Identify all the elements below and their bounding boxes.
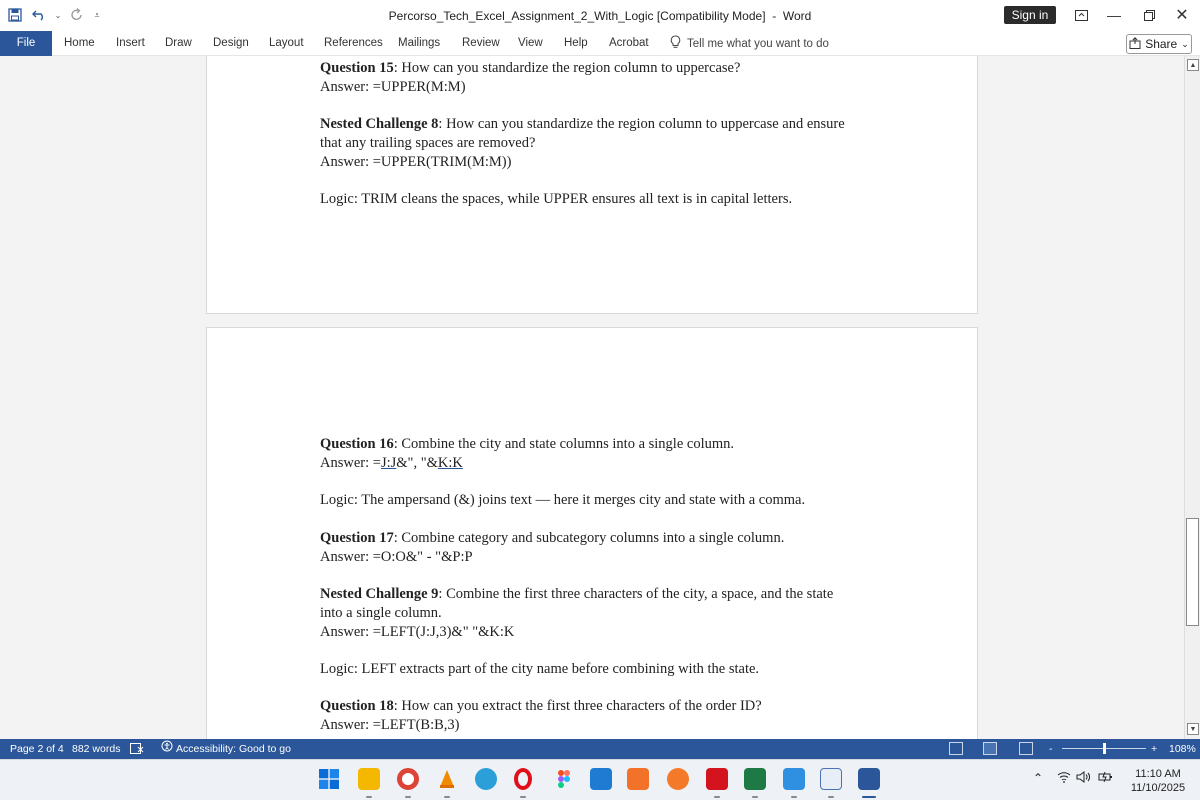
running-indicator <box>520 796 526 798</box>
edge-icon[interactable] <box>475 768 497 790</box>
zoom-out-button[interactable]: - <box>1049 743 1053 755</box>
customize-toolbar-icon[interactable]: ⩡ <box>94 9 100 20</box>
share-icon <box>1129 37 1141 52</box>
challenge-text: : How can you standardize the region column to uppercase and ensure <box>438 116 845 132</box>
tab-review[interactable]: Review <box>462 37 500 49</box>
tell-me-search[interactable] <box>670 31 829 56</box>
tab-home[interactable]: Home <box>64 37 95 49</box>
close-icon[interactable]: ✕ <box>1175 7 1189 24</box>
running-indicator <box>828 796 834 798</box>
web-layout-icon[interactable] <box>1019 742 1033 755</box>
question-16[interactable] <box>320 436 734 453</box>
chevron-down-icon: ⌄ <box>1181 38 1189 49</box>
answer-15[interactable]: Answer: =UPPER(M:M) <box>320 79 466 95</box>
document-name: Percorso_Tech_Excel_Assignment_2_With_Logic [Compatibility Mode] <box>388 9 766 23</box>
challenge-text-continued[interactable]: into a single column. <box>320 605 442 621</box>
tab-design[interactable]: Design <box>213 37 249 49</box>
question-label: Question 16 <box>320 436 394 452</box>
lightbulb-icon <box>670 35 681 52</box>
acrobat-icon[interactable] <box>706 768 728 790</box>
question-text: : How can you extract the first three characters of the order ID? <box>393 698 762 714</box>
chrome-icon[interactable] <box>397 768 419 790</box>
tab-file[interactable]: File <box>0 31 52 56</box>
scroll-up-icon[interactable]: ▲ <box>1187 59 1199 71</box>
app-name: Word <box>782 9 812 23</box>
question-text: : How can you standardize the region column to uppercase? <box>393 60 741 76</box>
volume-icon[interactable] <box>1076 771 1092 786</box>
answer-middle: &", "& <box>396 455 438 471</box>
tab-help[interactable]: Help <box>564 37 588 49</box>
challenge-text-continued[interactable]: that any trailing spaces are removed? <box>320 135 536 151</box>
vscode-icon[interactable] <box>590 768 612 790</box>
zoom-level[interactable]: 108% <box>1169 743 1196 755</box>
zoom-slider-thumb[interactable] <box>1103 743 1106 754</box>
challenge-label: Nested Challenge 9 <box>320 586 439 602</box>
logic-text[interactable]: Logic: The ampersand (&) joins text — here it merges city and state with a comma. <box>320 492 806 508</box>
running-indicator <box>366 796 372 798</box>
title-separator: - <box>772 9 777 23</box>
answer-nc9[interactable]: Answer: =LEFT(J:J,3)&" "&K:K <box>320 624 515 640</box>
wifi-icon[interactable] <box>1057 771 1071 786</box>
question-18[interactable] <box>320 698 762 715</box>
paint-icon[interactable] <box>783 768 805 790</box>
question-text: : Combine the city and state columns into a single column. <box>393 436 735 452</box>
taskbar <box>0 759 1200 800</box>
clock[interactable] <box>1122 767 1194 795</box>
page-count[interactable]: Page 2 of 4 <box>10 743 64 755</box>
question-label: Question 17 <box>320 530 394 546</box>
range-reference: K:K <box>437 455 463 471</box>
share-label: Share <box>1145 37 1178 51</box>
scrollbar-thumb[interactable] <box>1186 518 1199 626</box>
tab-draw[interactable]: Draw <box>165 37 192 49</box>
vlc-icon[interactable] <box>436 768 458 790</box>
battery-icon[interactable] <box>1098 771 1114 786</box>
scroll-down-icon[interactable]: ▼ <box>1187 723 1199 735</box>
tab-acrobat[interactable]: Acrobat <box>609 37 649 49</box>
word-icon[interactable] <box>858 768 880 790</box>
xampp-icon[interactable] <box>627 768 649 790</box>
accessibility-icon <box>161 739 173 759</box>
running-indicator <box>752 796 758 798</box>
accessibility-label: Accessibility: Good to go <box>176 743 291 755</box>
tab-mailings[interactable]: Mailings <box>398 37 441 49</box>
restore-icon[interactable] <box>1137 4 1161 26</box>
title-bar <box>0 0 1200 31</box>
tab-layout[interactable]: Layout <box>269 37 304 49</box>
answer-18[interactable]: Answer: =LEFT(B:B,3) <box>320 717 460 733</box>
nested-challenge-9[interactable] <box>320 586 833 603</box>
question-text: : Combine category and subcategory columns into a single column. <box>393 530 785 546</box>
print-layout-icon[interactable] <box>983 742 997 755</box>
zoom-in-button[interactable]: + <box>1151 743 1158 755</box>
start-icon[interactable] <box>318 768 340 790</box>
document-canvas[interactable] <box>0 56 1184 739</box>
answer-16[interactable] <box>320 455 463 472</box>
logic-text[interactable]: Logic: TRIM cleans the spaces, while UPPER ensures all text is in capital letters. <box>320 191 793 207</box>
undo-dropdown-chevron-icon[interactable]: ⌄ <box>54 10 62 20</box>
sign-in-button[interactable]: Sign in <box>1004 6 1056 24</box>
answer-nc8[interactable]: Answer: =UPPER(TRIM(M:M)) <box>320 154 512 170</box>
tab-references[interactable]: References <box>324 37 383 49</box>
clock-time: 11:10 AM <box>1135 768 1181 780</box>
excel-icon[interactable] <box>744 768 766 790</box>
running-indicator <box>444 796 450 798</box>
clock-date: 11/10/2025 <box>1130 782 1186 794</box>
figma-icon[interactable] <box>553 768 575 790</box>
challenge-label: Nested Challenge 8 <box>320 116 439 132</box>
running-indicator <box>714 796 720 798</box>
question-label: Question 18 <box>320 698 394 714</box>
tell-me-label: Tell me what you want to do <box>687 37 829 50</box>
logic-text[interactable]: Logic: LEFT extracts part of the city name before combining with the state. <box>320 661 760 677</box>
tab-insert[interactable]: Insert <box>116 37 145 49</box>
question-label: Question 15 <box>320 60 394 76</box>
vertical-scrollbar[interactable] <box>1184 56 1200 739</box>
status-bar <box>0 739 1200 759</box>
question-17[interactable] <box>320 530 784 547</box>
nested-challenge-8[interactable] <box>320 116 845 133</box>
postman-icon[interactable] <box>667 768 689 790</box>
answer-17[interactable]: Answer: =O:O&" - "&P:P <box>320 549 473 565</box>
share-button[interactable] <box>1126 34 1192 54</box>
challenge-text: : Combine the first three characters of the city, a space, and the state <box>438 586 834 602</box>
word-count[interactable]: 882 words <box>72 743 121 755</box>
running-indicator <box>405 796 411 798</box>
running-indicator <box>791 796 797 798</box>
tab-view[interactable]: View <box>518 37 543 49</box>
chevron-up-icon[interactable]: ⌃ <box>1033 771 1044 785</box>
file-explorer-icon[interactable] <box>358 768 380 790</box>
opera-icon[interactable] <box>514 768 532 790</box>
read-mode-icon[interactable] <box>949 742 963 755</box>
ribbon-tabs <box>0 31 1200 56</box>
accessibility-status[interactable] <box>161 739 291 759</box>
minimize-icon[interactable]: — <box>1107 7 1121 23</box>
proofing-icon[interactable] <box>130 739 144 759</box>
range-reference: J:J <box>380 455 397 471</box>
answer-prefix: Answer: = <box>320 455 381 471</box>
active-indicator <box>862 796 876 798</box>
ribbon-display-options-icon[interactable] <box>1069 4 1093 26</box>
notepad-icon[interactable] <box>820 768 842 790</box>
question-15[interactable] <box>320 60 740 77</box>
